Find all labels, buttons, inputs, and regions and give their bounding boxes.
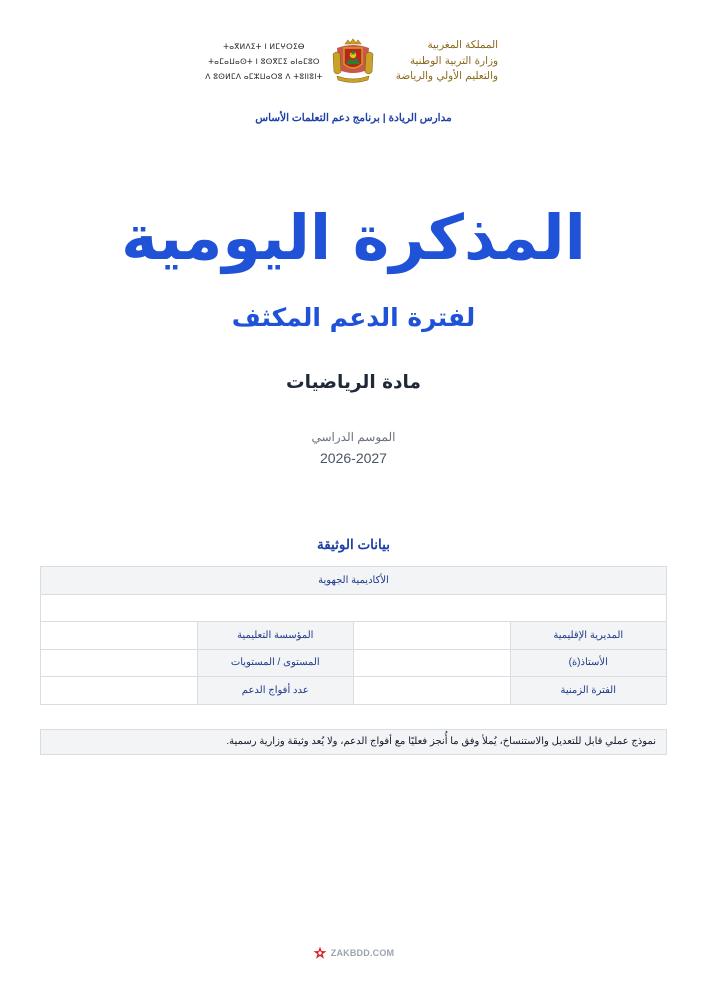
table-row: [41, 567, 667, 595]
star-logo-icon: [313, 946, 327, 960]
table-row: [41, 622, 667, 650]
groups-count-value-field[interactable]: [41, 677, 198, 705]
main-title: المذكرة اليومية: [121, 201, 586, 274]
footer-watermark: [0, 943, 707, 963]
level-value-field[interactable]: [41, 649, 198, 677]
tifinagh-line: ⵜⴰⵎⴰⵡⴰⵙⵜ ⵏ ⵓⵙⴳⵎⵉ ⴰⵏⴰⵎⵓⵔ: [208, 57, 320, 66]
level-label: المستوى / المستويات: [197, 649, 354, 677]
subject-title: مادة الرياضيات: [286, 372, 421, 393]
watermark-text: ZAKBDD.COM: [330, 948, 395, 958]
teacher-label: الأستاذ(ة): [510, 649, 667, 677]
arabic-org-line: المملكة المغربية: [427, 39, 498, 51]
ministry-header: [0, 36, 707, 88]
program-line: مدارس الريادة | برنامج دعم التعلمات الأساس: [255, 112, 452, 124]
academy-label: الأكاديمية الجهوية: [41, 567, 667, 595]
directorate-label: المديرية الإقليمية: [510, 622, 667, 650]
teacher-value-field[interactable]: [354, 649, 511, 677]
season-year: 2026-2027: [320, 450, 387, 466]
period-value-field[interactable]: [354, 677, 511, 705]
arabic-org-line: وزارة التربية الوطنية: [409, 54, 498, 67]
morocco-coat-of-arms-icon: [331, 38, 375, 84]
period-label: الفترة الزمنية: [510, 677, 667, 705]
document-info-table: [40, 566, 667, 705]
table-row: [41, 649, 667, 677]
directorate-value-field[interactable]: [354, 622, 511, 650]
academy-value-field[interactable]: [41, 594, 667, 622]
institution-label: المؤسسة التعليمية: [197, 622, 354, 650]
subtitle: لفترة الدعم المكثف: [231, 303, 476, 332]
document-info-heading: بيانات الوثيقة: [316, 537, 390, 552]
arabic-org-name: [378, 38, 498, 85]
arabic-org-line: والتعليم الأولي والرياضة: [395, 70, 498, 82]
tifinagh-line: ⵜⴰⴳⵍⴷⵉⵜ ⵏ ⵍⵎⵖⵔⵉⴱ: [223, 42, 305, 51]
tifinagh-line: ⴷ ⵓⵙⵍⵎⴷ ⴰⵎⵣⵡⴰⵔⵓ ⴷ ⵜⵓⵏⵏⵓⵏⵜ: [205, 72, 323, 81]
disclaimer-note: نموذج عملي قابل للتعديل والاستنساخ، يُملأ وفق ما أُنجز فعليًا مع أفواج الدعم، ولا يُعد وثيقة وزارية رسمية.: [40, 729, 667, 755]
season-label: الموسم الدراسي: [311, 430, 396, 444]
groups-count-label: عدد أفواج الدعم: [197, 677, 354, 705]
table-row: [41, 594, 667, 622]
institution-value-field[interactable]: [41, 622, 198, 650]
table-row: [41, 677, 667, 705]
tifinagh-org-name: [205, 39, 323, 84]
